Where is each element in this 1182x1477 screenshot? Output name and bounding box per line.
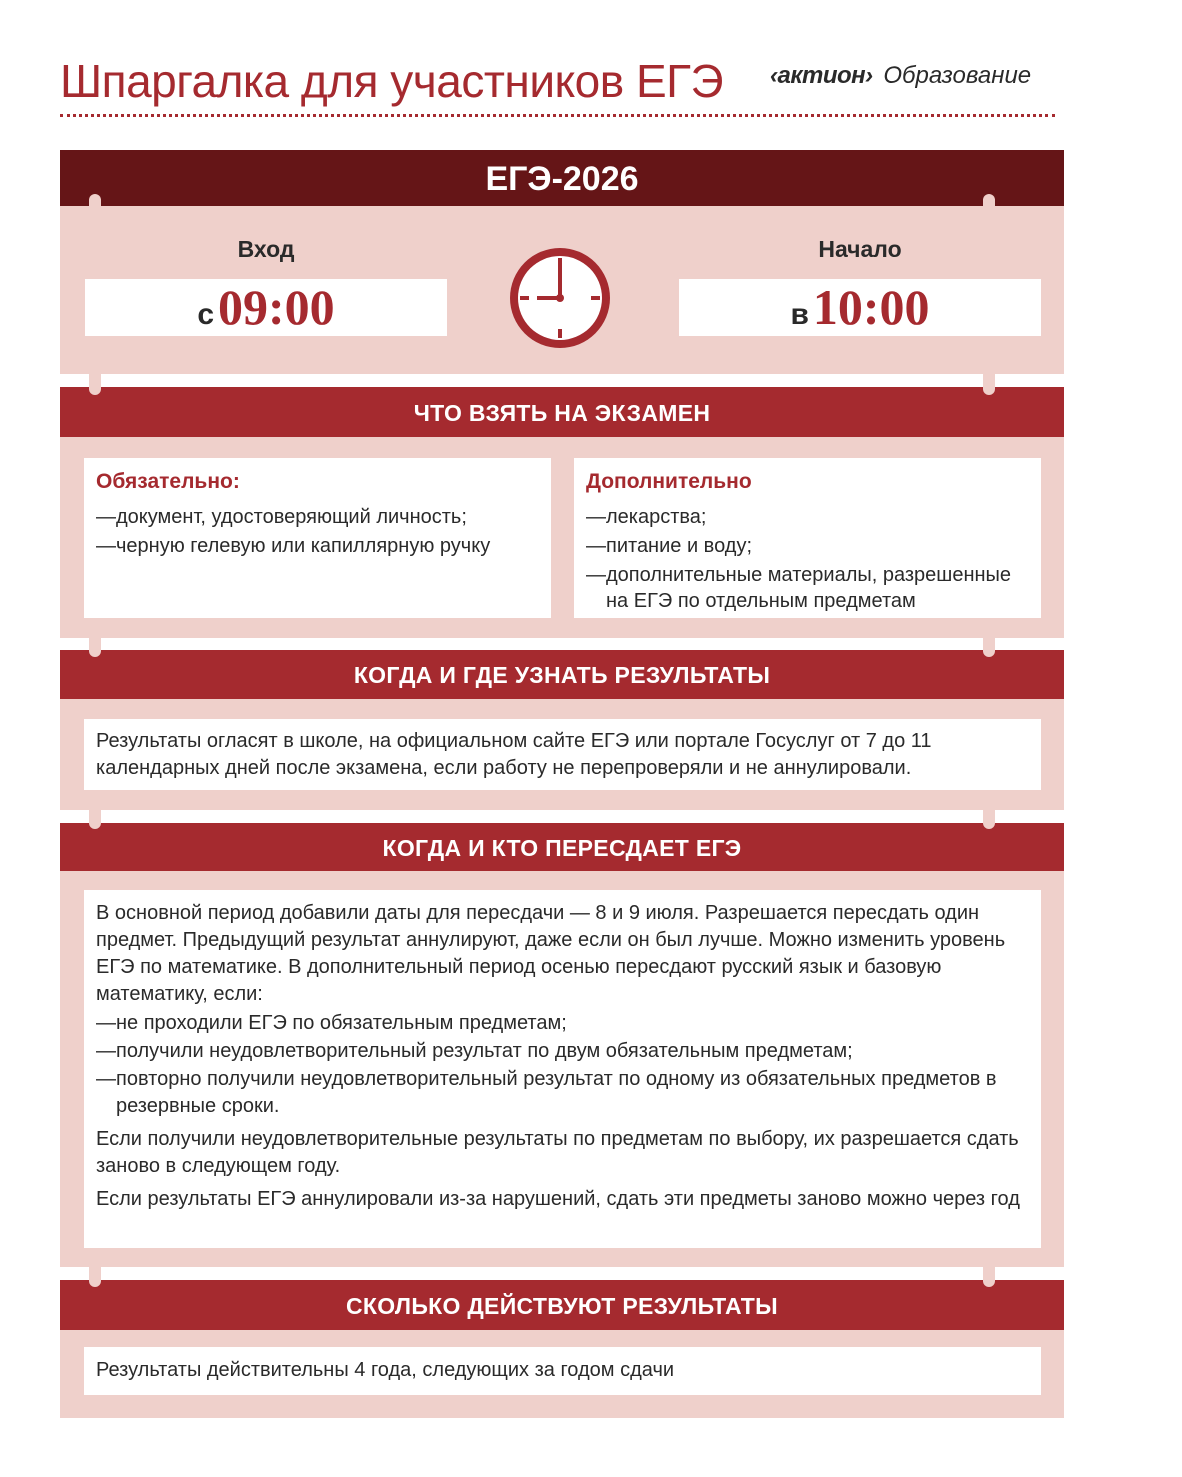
extra-list — [586, 504, 1029, 614]
list-item: — дополнительные материалы, разрешенные на ЕГЭ по отдельным предметам — [586, 562, 1029, 614]
binder-peg — [983, 369, 995, 395]
binder-peg — [89, 631, 101, 657]
binder-peg — [89, 1261, 101, 1287]
results-box — [84, 719, 1041, 790]
list-item: — повторно получили неудовлетворительный результат по одному из обязательных предметов в резервные сроки. — [96, 1066, 1029, 1120]
logo-subtitle: Образование — [883, 62, 1032, 89]
take-section — [60, 437, 1064, 638]
logo-brand: ‹актион› — [770, 62, 873, 89]
start-time: 10:00 — [812, 279, 930, 335]
required-list — [96, 504, 539, 559]
binder-peg — [89, 194, 101, 220]
list-item: — не проходили ЕГЭ по обязательным предметам; — [96, 1010, 1029, 1037]
retake-intro: В основной период добавили даты для пересдачи — 8 и 9 июля. Разрешается пересдать один предмет. Предыдущий результат аннулируют, даже если он был лучше. Можно изменить уровень ЕГЭ по математике. В дополнительный период осенью пересдают русский язык и базовую математику, если: — [96, 902, 1006, 1005]
retake-section — [60, 871, 1064, 1267]
brand-logo — [770, 62, 1031, 90]
retake-header: КОГДА И КТО ПЕРЕСДАЕТ ЕГЭ — [60, 823, 1064, 871]
validity-text: Результаты действительны 4 года, следующих за годом сдачи — [96, 1359, 675, 1381]
validity-header: СКОЛЬКО ДЕЙСТВУЮТ РЕЗУЛЬТАТЫ — [60, 1280, 1064, 1330]
binder-peg — [983, 631, 995, 657]
start-time-box — [679, 279, 1041, 336]
validity-section — [60, 1330, 1064, 1418]
required-title: Обязательно: — [96, 470, 240, 493]
title-divider — [60, 114, 1055, 117]
extra-title: Дополнительно — [586, 470, 752, 493]
retake-list — [96, 1010, 1029, 1120]
binder-peg — [89, 803, 101, 829]
list-item: — питание и воду; — [586, 533, 1029, 559]
retake-note-2: Если результаты ЕГЭ аннулировали из-за нарушений, сдать эти предметы заново можно через год — [96, 1188, 1020, 1210]
validity-box — [84, 1347, 1041, 1395]
list-item: — черную гелевую или капиллярную ручку — [96, 533, 539, 559]
list-item: — получили неудовлетворительный результат по двум обязательным предметам; — [96, 1038, 1029, 1065]
retake-box — [84, 890, 1041, 1248]
list-item: — лекарства; — [586, 504, 1029, 530]
retake-note-1: Если получили неудовлетворительные результаты по предметам по выбору, их разрешается сдать заново в следующем году. — [96, 1128, 1019, 1177]
required-box — [84, 458, 551, 618]
results-text: Результаты огласят в школе, на официальном сайте ЕГЭ или портале Госуслуг от 7 до 11 календарных дней после экзамена, если работу не перепроверяли и не аннулировали. — [96, 730, 932, 779]
binder-peg — [89, 369, 101, 395]
binder-peg — [983, 1261, 995, 1287]
binder-peg — [983, 803, 995, 829]
entry-time: 09:00 — [218, 279, 335, 335]
results-header: КОГДА И ГДЕ УЗНАТЬ РЕЗУЛЬТАТЫ — [60, 650, 1064, 699]
entry-time-box — [85, 279, 447, 336]
start-label: Начало — [818, 236, 902, 262]
entry-prefix: с — [197, 298, 215, 331]
results-section — [60, 699, 1064, 810]
start-prefix: в — [790, 298, 809, 331]
list-item: — документ, удостоверяющий личность; — [96, 504, 539, 530]
clock-icon — [505, 243, 615, 353]
page-title: Шпаргалка для участников ЕГЭ — [60, 55, 724, 107]
binder-peg — [983, 194, 995, 220]
entry-label: Вход — [237, 236, 295, 262]
extra-box — [574, 458, 1041, 618]
take-header: ЧТО ВЗЯТЬ НА ЭКЗАМЕН — [60, 387, 1064, 437]
exam-year-header: ЕГЭ-2026 — [60, 150, 1064, 206]
